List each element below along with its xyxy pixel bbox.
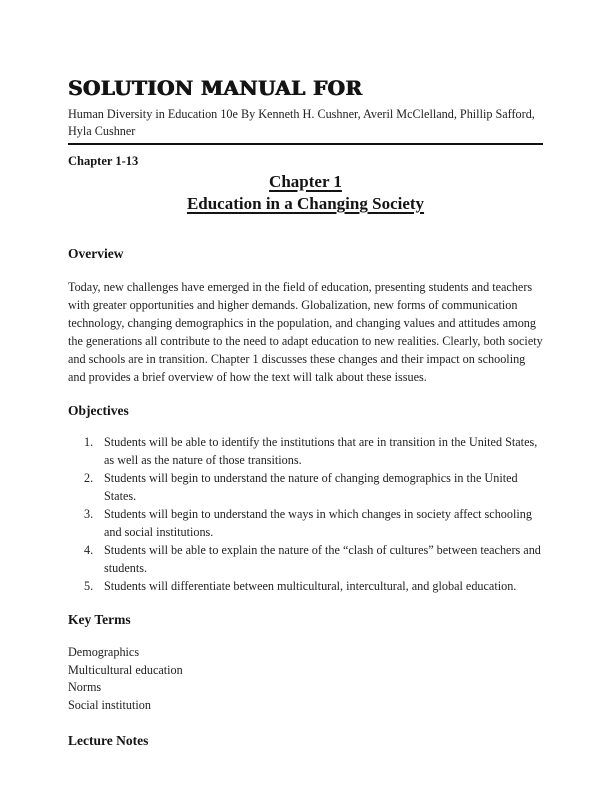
page-title: SOLUTION MANUAL FOR (68, 76, 363, 100)
objective-number: 2. (84, 471, 94, 485)
overview-heading: Overview (68, 246, 124, 261)
key-terms-list (68, 644, 543, 714)
objective-text: Students will be able to identify the institutions that are in transition in the United States, as well as the nature of those transitions. (104, 435, 538, 467)
key-term-item: Multicultural education (68, 662, 183, 677)
key-term-item: Social institution (68, 697, 151, 712)
objective-item (84, 541, 543, 577)
objectives-list (84, 433, 543, 595)
objective-item (84, 469, 543, 505)
objective-number: 4. (84, 543, 94, 557)
objective-number: 5. (84, 579, 94, 593)
chapter-range-label: Chapter 1-13 (68, 154, 139, 168)
overview-paragraph: Today, new challenges have emerged in the field of education, presenting students and teachers with greater opportunities and higher demands. Globalization, new forms of communication technology, changing demographics in the population, and changing values and attitudes among the generations all contribute to the need to adapt education to new realities. Clearly, both society and schools are in transition. Chapter 1 discusses these changes and their impact on schooling and provides a brief overview of how the text will talk about these issues. (68, 280, 543, 384)
objective-text: Students will be able to explain the nature of the “clash of cultures” between teachers and students. (104, 543, 541, 575)
chapter-number-heading: Chapter 1 (269, 172, 342, 191)
objective-text: Students will begin to understand the ways in which changes in society affect schooling and social institutions. (104, 507, 532, 539)
objective-number: 3. (84, 507, 94, 521)
objective-text: Students will begin to understand the nature of changing demographics in the United States. (104, 471, 518, 503)
objective-item (84, 577, 543, 595)
key-term-item: Norms (68, 680, 102, 694)
objective-item (84, 505, 543, 541)
chapter-heading-block (68, 171, 543, 215)
lecture-notes-heading: Lecture Notes (68, 733, 149, 748)
book-authors: Human Diversity in Education 10e By Kenneth H. Cushner, Averil McClelland, Phillip Safford, Hyla Cushner (68, 107, 535, 138)
key-term-item: Demographics (68, 645, 140, 659)
objective-number: 1. (84, 435, 94, 449)
key-terms-heading: Key Terms (68, 612, 131, 627)
chapter-title-heading: Education in a Changing Society (186, 194, 425, 213)
objectives-heading: Objectives (68, 403, 129, 418)
objective-item (84, 433, 543, 469)
objective-text: Students will differentiate between multicultural, intercultural, and global education. (104, 579, 517, 593)
header-divider (68, 143, 543, 145)
